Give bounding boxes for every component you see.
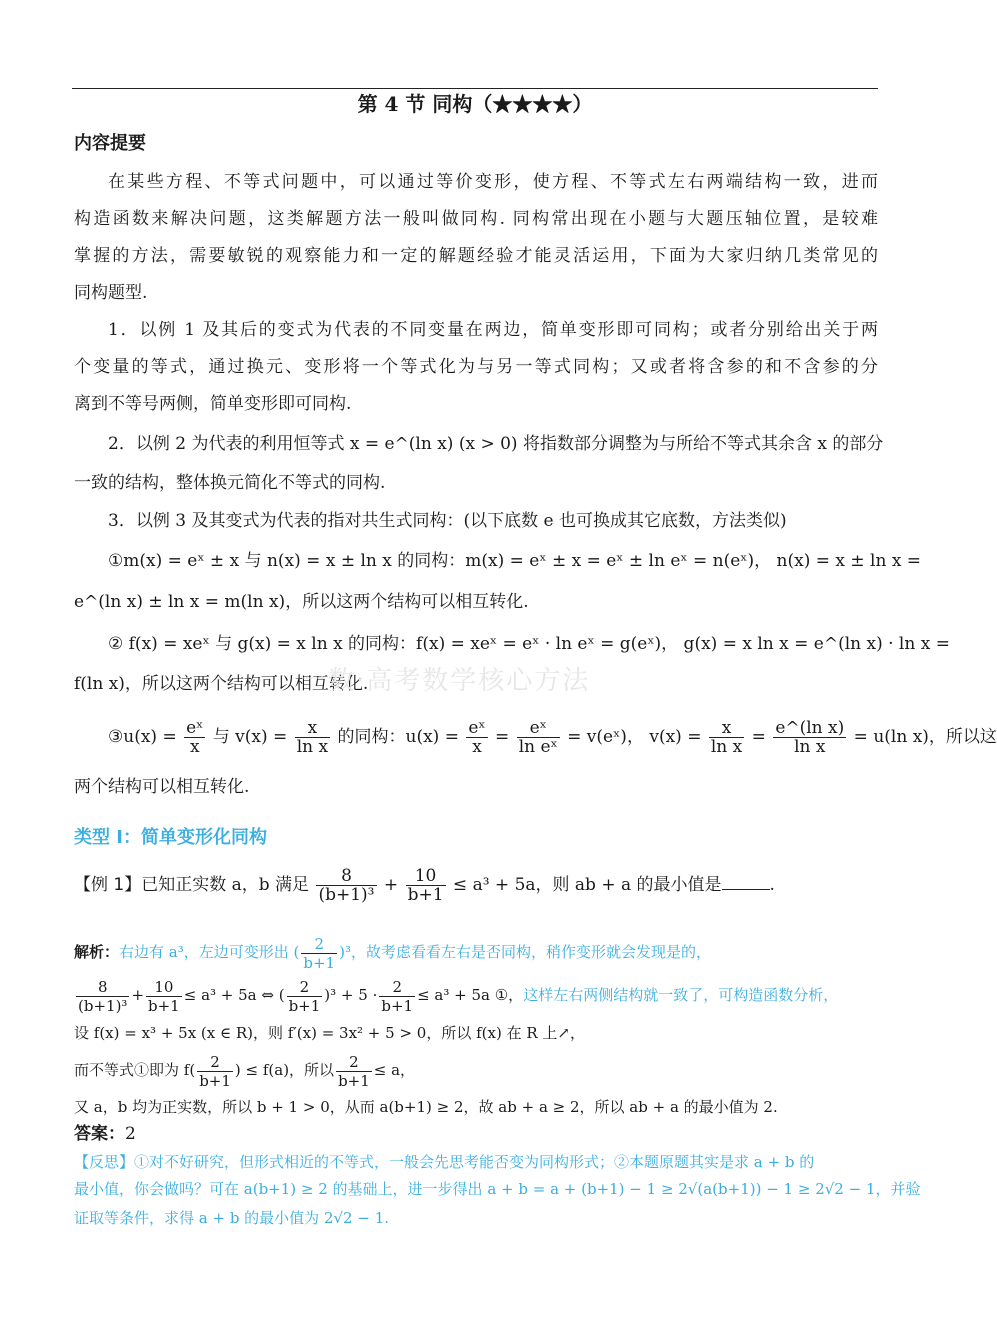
text: = [751, 727, 766, 747]
solution-line [74, 975, 878, 1015]
denominator: ln x [794, 737, 826, 757]
denominator: (b+1)³ [318, 885, 375, 905]
text: ≤ a³ + 5a ⇔ ( [183, 986, 285, 1004]
solution-line [74, 932, 878, 972]
intro-line: 在某些方程、不等式问题中，可以通过等价变形，使方程、不等式左右两端结构一致，进而 [108, 172, 878, 192]
denominator: b+1 [381, 996, 414, 1015]
point-line: 3．以例 3 及其变式为代表的指对共生式同构：(以下底数 e 也可换成其它底数，方法类似) [108, 511, 787, 531]
fraction [197, 1053, 233, 1090]
fraction [406, 867, 446, 904]
numerator: 2 [287, 978, 323, 997]
numerator: 10 [146, 978, 182, 997]
solution-line [74, 1050, 878, 1090]
watermark: 一数·高考数学核心方法 [300, 666, 591, 696]
answer-blank [722, 875, 770, 890]
answer-line [74, 1122, 878, 1146]
point-line: 一致的结构，整体换元简化不等式的同构. [74, 473, 386, 493]
fraction [773, 719, 846, 756]
fraction [287, 978, 323, 1015]
numerator: 2 [379, 978, 415, 997]
numerator: x [709, 719, 744, 738]
text: + [383, 875, 399, 895]
fraction [517, 719, 560, 756]
text: ) ≤ f(a)，所以 [234, 1061, 335, 1079]
text: + [131, 986, 145, 1004]
intro-line: 同构题型. [74, 283, 148, 303]
text: )³，故考虑看看左右是否同构，稍作变形就会发现是的， [339, 943, 711, 961]
fraction [295, 719, 330, 756]
fraction [466, 719, 487, 756]
intro-line: 掌握的方法，需要敏锐的观察能力和一定的解题经验才能灵活运用，下面为大家归纳几类常见的 [74, 246, 878, 266]
example-label: 【例 1】 [74, 875, 142, 895]
text: = [495, 727, 510, 747]
numerator: 8 [76, 978, 129, 997]
fraction [709, 719, 744, 756]
solution-label: 解析： [74, 943, 120, 961]
example-line [74, 862, 878, 908]
text: 这样左右两侧结构就一致了，可构造函数分析， [523, 986, 839, 1004]
fraction [316, 867, 376, 904]
numerator: 2 [336, 1053, 372, 1072]
top-rule [72, 88, 878, 89]
answer-label: 答案： [74, 1124, 125, 1144]
point-line: 个变量的等式，通过换元、变形将一个等式化为与另一等式同构；又或者将含参的和不含参的分 [74, 357, 878, 377]
numerator: eˣ [517, 719, 560, 738]
text: ③u(x) = [108, 727, 177, 747]
numerator: e^(ln x) [775, 718, 845, 738]
text: = u(ln x)，所以这 [853, 727, 997, 747]
text: . [769, 875, 775, 895]
denominator: (b+1)³ [78, 996, 128, 1015]
text: ≤ a³ + 5a ①， [417, 986, 524, 1004]
denominator: b+1 [148, 996, 180, 1015]
denominator: x [189, 737, 200, 757]
denominator: b+1 [288, 996, 321, 1015]
text: 与 v(x) = [212, 727, 288, 747]
denominator: b+1 [303, 953, 336, 972]
text: 已知正实数 a，b 满足 [141, 875, 310, 895]
solution-line: 设 f(x) = x³ + 5x (x ∈ R)，则 f′(x) = 3x² + 5 > 0，所以 f(x) 在 R 上↗， [74, 1024, 585, 1042]
solution-line: 又 a，b 均为正实数，所以 b + 1 > 0，从而 a(b+1) ≥ 2，故 ab + a ≥ 2，所以 ab + a 的最小值为 2. [74, 1098, 778, 1116]
denominator: x [472, 737, 482, 757]
section-title: 第 4 节 同构（★★★★） [357, 92, 593, 116]
reflection-line: 证取等条件，求得 a + b 的最小值为 2√2 − 1. [74, 1209, 390, 1227]
fraction [379, 978, 415, 1015]
formula-line: ①m(x) = eˣ ± x 与 n(x) = x ± ln x 的同构：m(x) = eˣ ± x = eˣ ± ln eˣ = n(eˣ)， n(x) = x ± ln x = [108, 551, 922, 571]
point-line: 2．以例 2 为代表的利用恒等式 x = e^(ln x) (x > 0) 将指数部分调整为与所给不等式其余含 x 的部分 [108, 434, 884, 454]
fraction [184, 719, 205, 756]
denominator: ln x [296, 737, 329, 757]
numerator: 2 [197, 1053, 233, 1072]
text: ≤ a³ + 5a，则 ab + a 的最小值是 [452, 875, 722, 895]
type-heading: 类型 I：简单变形化同构 [74, 827, 267, 848]
fraction [336, 1053, 372, 1090]
formula-line: ② f(x) = xeˣ 与 g(x) = x ln x 的同构：f(x) = xeˣ = eˣ · ln eˣ = g(eˣ)， g(x) = x ln x = e^(ln x) · ln x = [108, 634, 950, 654]
denominator: b+1 [199, 1071, 231, 1090]
formula-line: e^(ln x) ± ln x = m(ln x)，所以这两个结构可以相互转化. [74, 592, 529, 612]
reflection-line: 【反思】①对不好研究，但形式相近的不等式，一般会先思考能否变为同构形式；②本题原题其实是求 a + b 的 [74, 1153, 815, 1171]
text: 右边有 a³，左边可变形出 ( [119, 943, 300, 961]
summary-heading: 内容提要 [74, 133, 146, 154]
point-line: 离到不等号两侧，简单变形即可同构. [74, 394, 352, 414]
intro-line: 构造函数来解决问题，这类解题方法一般叫做同构. 同构常出现在小题与大题压轴位置，是较难 [74, 209, 878, 229]
numerator: 2 [301, 935, 337, 954]
denominator: ln x [710, 737, 743, 757]
text: ≤ a， [373, 1061, 416, 1079]
numerator: 8 [316, 867, 376, 886]
text: = v(eˣ)， v(x) = [567, 727, 702, 747]
numerator: 10 [406, 867, 446, 886]
text: 的同构：u(x) = [337, 727, 459, 747]
denominator: b+1 [407, 885, 444, 905]
numerator: x [295, 719, 330, 738]
formula-line: f(ln x)，所以这两个结构可以相互转化. [74, 674, 369, 694]
text: )³ + 5 · [324, 986, 378, 1004]
reflection-line: 最小值，你会做吗？可在 a(b+1) ≥ 2 的基础上，进一步得出 a + b = a + (b+1) − 1 ≥ 2√(a(b+1)) − 1 ≥ 2√2 − 1，并验 [74, 1180, 921, 1198]
fraction [76, 978, 129, 1015]
numerator: eˣ [186, 718, 204, 738]
answer-value: 2 [125, 1124, 136, 1144]
denominator: b+1 [338, 1071, 370, 1090]
fraction [146, 978, 182, 1015]
point-line: 1．以例 1 及其后的变式为代表的不同变量在两边，简单变形即可同构；或者分别给出关于两 [108, 320, 878, 340]
text: 而不等式①即为 f( [74, 1061, 196, 1079]
formula-line: 两个结构可以相互转化. [74, 777, 250, 797]
denominator: ln eˣ [518, 737, 558, 757]
formula-line-fractions [108, 714, 997, 760]
fraction [301, 935, 337, 972]
numerator: eˣ [468, 718, 486, 738]
